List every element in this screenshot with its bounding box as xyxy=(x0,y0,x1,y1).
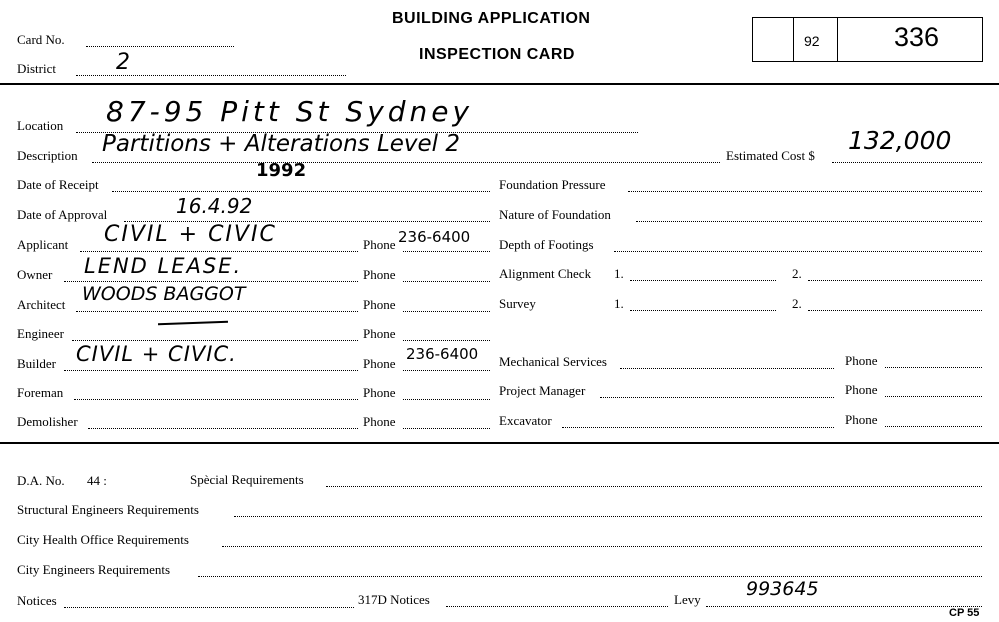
foundation-pressure-label: Foundation Pressure xyxy=(499,177,606,192)
description-field[interactable] xyxy=(92,162,720,163)
box-code: 92 xyxy=(804,33,820,49)
form-title-line1: BUILDING APPLICATION xyxy=(392,10,591,27)
special-requirements-field[interactable] xyxy=(326,486,982,487)
date-receipt-label: Date of Receipt xyxy=(17,177,99,192)
project-manager-field[interactable] xyxy=(600,397,834,398)
alignment-num1: 1. xyxy=(614,266,624,281)
date-approval-label: Date of Approval xyxy=(17,207,108,222)
date-receipt-stamp: 1992 xyxy=(256,160,307,181)
survey-field-2[interactable] xyxy=(808,310,982,311)
foreman-phone-label: Phone xyxy=(363,385,396,400)
levy-value: 993645 xyxy=(746,578,819,600)
alignment-check-label: Alignment Check xyxy=(499,266,592,281)
demolisher-phone-field[interactable] xyxy=(403,428,490,429)
architect-underline-mark xyxy=(158,321,228,325)
notices-317d-label: 317D Notices xyxy=(358,592,430,607)
architect-field[interactable] xyxy=(76,311,358,312)
mechanical-phone-label: Phone xyxy=(845,353,878,368)
nature-foundation-field[interactable] xyxy=(636,221,982,222)
owner-value: LEND LEASE. xyxy=(84,254,243,278)
da-no-label: D.A. No. xyxy=(17,473,65,488)
district-field[interactable] xyxy=(76,75,346,76)
applicant-value: CIVIL + CIVIC xyxy=(104,222,277,247)
mechanical-field[interactable] xyxy=(620,368,834,369)
alignment-check-field-2[interactable] xyxy=(808,280,982,281)
foundation-pressure-field[interactable] xyxy=(628,191,982,192)
applicant-label: Applicant xyxy=(17,237,69,252)
estimated-cost-field[interactable] xyxy=(832,162,982,163)
box-divider-2 xyxy=(837,17,838,62)
health-requirements-field[interactable] xyxy=(222,546,982,547)
mechanical-label: Mechanical Services xyxy=(499,354,607,369)
architect-phone-label: Phone xyxy=(363,297,396,312)
box-divider-1 xyxy=(793,17,794,62)
health-requirements-label: City Health Office Requirements xyxy=(17,532,189,547)
applicant-field[interactable] xyxy=(80,251,358,252)
builder-label: Builder xyxy=(17,356,56,371)
description-label: Description xyxy=(17,148,78,163)
architect-label: Architect xyxy=(17,297,66,312)
mechanical-phone-field[interactable] xyxy=(885,367,982,368)
notices-label: Notices xyxy=(17,593,57,608)
builder-value: CIVIL + CIVIC. xyxy=(76,342,237,366)
applicant-phone-label: Phone xyxy=(363,237,396,252)
survey-num2: 2. xyxy=(792,296,802,311)
depth-footings-label: Depth of Footings xyxy=(499,237,594,252)
special-requirements-label: Spècial Requirements xyxy=(190,472,304,487)
survey-num1: 1. xyxy=(614,296,624,311)
excavator-field[interactable] xyxy=(562,427,834,428)
foreman-field[interactable] xyxy=(74,399,358,400)
owner-field[interactable] xyxy=(64,281,358,282)
builder-phone-label: Phone xyxy=(363,356,396,371)
location-label: Location xyxy=(17,118,64,133)
architect-phone-field[interactable] xyxy=(403,311,490,312)
middle-rule xyxy=(0,442,999,444)
engineer-phone-label: Phone xyxy=(363,326,396,341)
alignment-num2: 2. xyxy=(792,266,802,281)
engineer-label: Engineer xyxy=(17,326,64,341)
description-value: Partitions + Alterations Level 2 xyxy=(102,131,461,157)
owner-label: Owner xyxy=(17,267,53,282)
demolisher-label: Demolisher xyxy=(17,414,78,429)
builder-field[interactable] xyxy=(64,370,358,371)
header-rule xyxy=(0,83,999,85)
project-manager-label: Project Manager xyxy=(499,383,586,398)
card-number-box xyxy=(752,17,983,62)
builder-phone-value: 236-6400 xyxy=(406,345,479,363)
engineer-field[interactable] xyxy=(72,340,358,341)
form-code: CP 55 xyxy=(949,607,980,619)
excavator-phone-label: Phone xyxy=(845,412,878,427)
applicant-phone-value: 236-6400 xyxy=(398,228,471,246)
survey-field-1[interactable] xyxy=(630,310,776,311)
project-manager-phone-field[interactable] xyxy=(885,396,982,397)
alignment-check-field-1[interactable] xyxy=(630,280,776,281)
da-no-value: 44 : xyxy=(87,473,107,488)
district-value: 2 xyxy=(116,50,130,75)
notices-317d-field[interactable] xyxy=(446,606,668,607)
location-value: 87-95 Pitt St Sydney xyxy=(106,95,474,128)
city-engineers-field[interactable] xyxy=(198,576,982,577)
builder-phone-field[interactable] xyxy=(403,370,490,371)
box-number: 336 xyxy=(894,22,940,52)
demolisher-field[interactable] xyxy=(88,428,358,429)
notices-field[interactable] xyxy=(64,607,354,608)
date-approval-value: 16.4.92 xyxy=(176,194,253,218)
structural-requirements-field[interactable] xyxy=(234,516,982,517)
levy-label: Levy xyxy=(674,592,701,607)
owner-phone-label: Phone xyxy=(363,267,396,282)
excavator-label: Excavator xyxy=(499,413,552,428)
estimated-cost-label: Estimated Cost $ xyxy=(726,148,815,163)
card-no-field[interactable] xyxy=(86,46,234,47)
city-engineers-label: City Engineers Requirements xyxy=(17,562,171,577)
demolisher-phone-label: Phone xyxy=(363,414,396,429)
applicant-phone-field[interactable] xyxy=(403,251,490,252)
levy-field[interactable] xyxy=(706,606,982,607)
engineer-phone-field[interactable] xyxy=(403,340,490,341)
architect-value: WOODS BAGGOT xyxy=(82,283,246,305)
date-receipt-field[interactable] xyxy=(112,191,490,192)
excavator-phone-field[interactable] xyxy=(885,426,982,427)
estimated-cost-value: 132,000 xyxy=(848,126,952,155)
district-label: District xyxy=(17,61,56,76)
structural-requirements-label: Structural Engineers Requirements xyxy=(17,502,199,517)
depth-footings-field[interactable] xyxy=(614,251,982,252)
foreman-phone-field[interactable] xyxy=(403,399,490,400)
form-title-line2: INSPECTION CARD xyxy=(419,46,575,63)
survey-label: Survey xyxy=(499,296,536,311)
card-no-label: Card No. xyxy=(17,32,65,47)
project-manager-phone-label: Phone xyxy=(845,382,878,397)
foreman-label: Foreman xyxy=(17,385,64,400)
owner-phone-field[interactable] xyxy=(403,281,490,282)
nature-foundation-label: Nature of Foundation xyxy=(499,207,611,222)
